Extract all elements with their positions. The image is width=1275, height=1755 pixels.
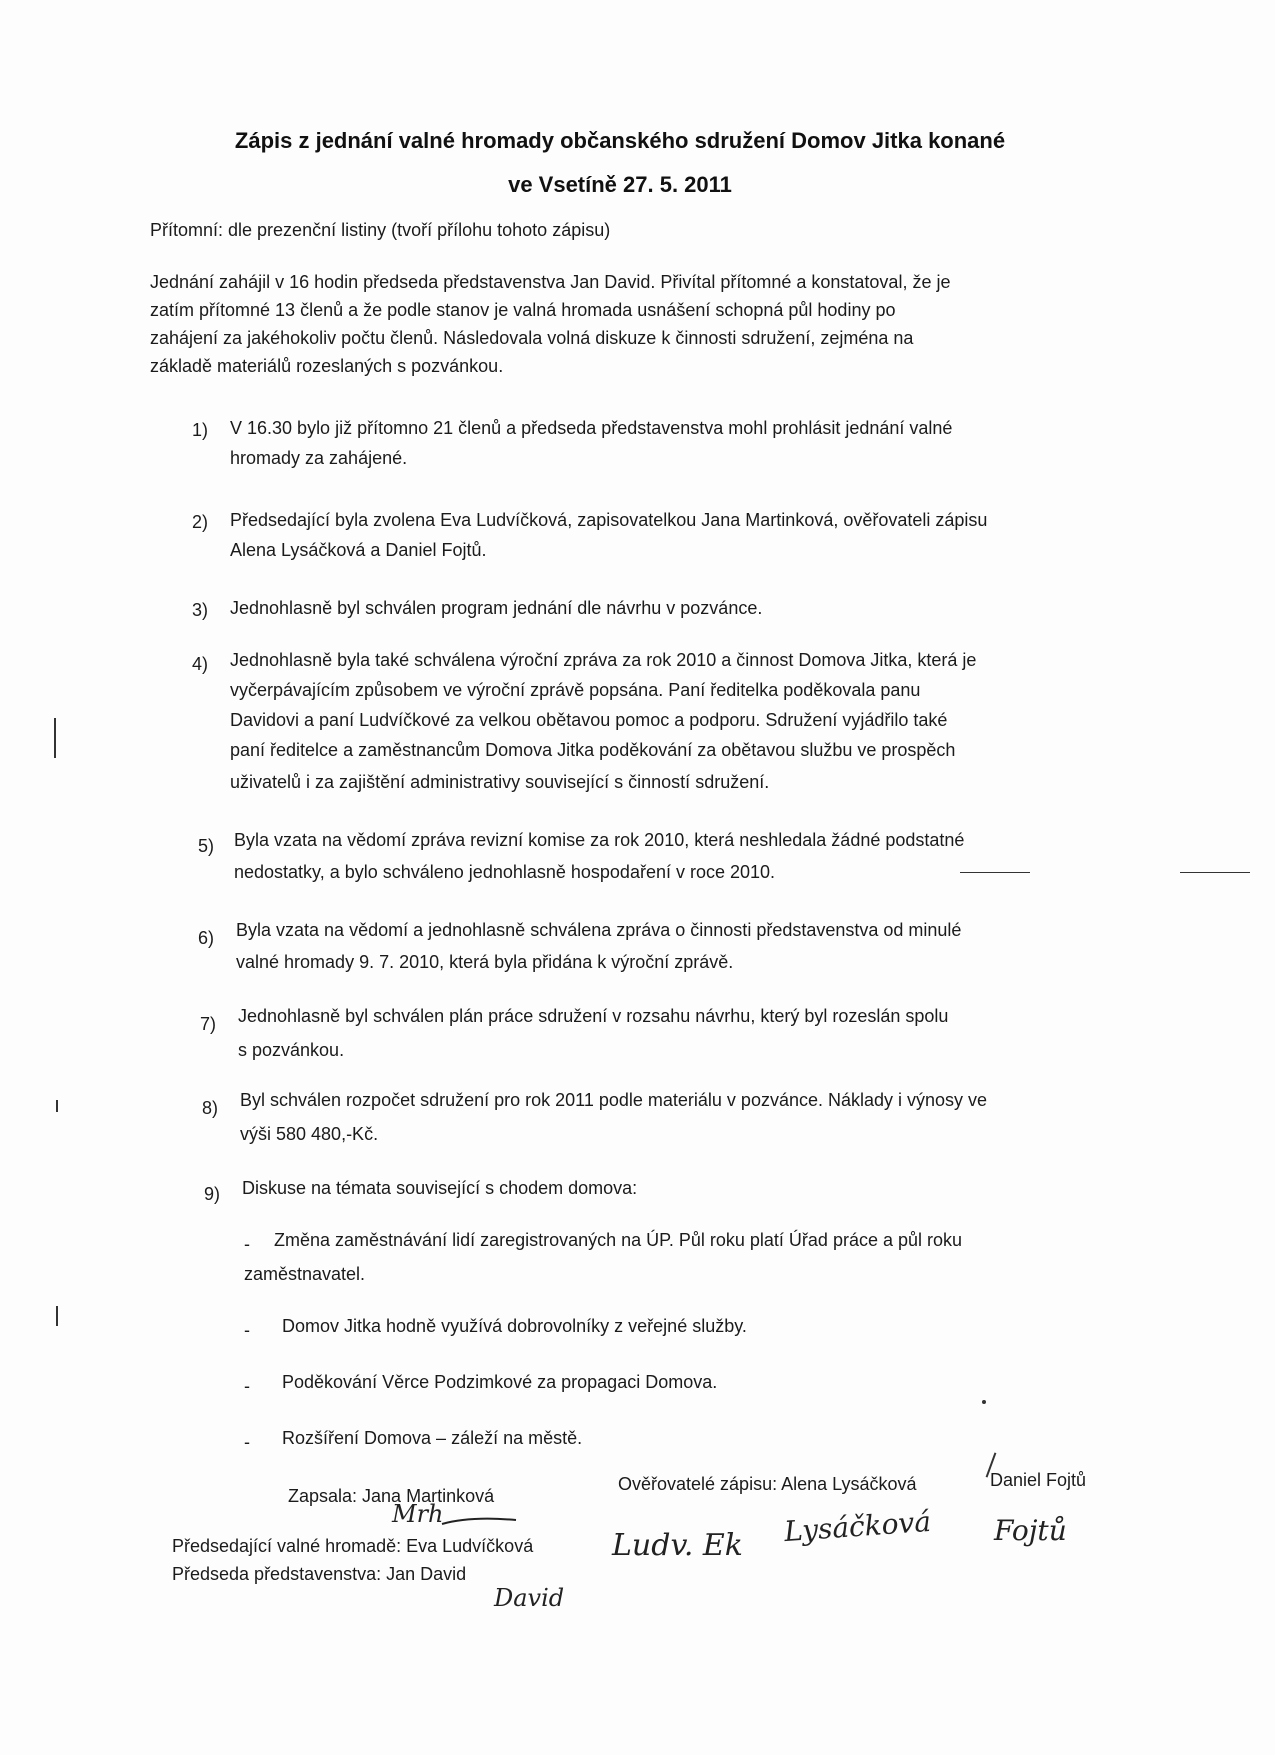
item-number: 2) bbox=[192, 512, 209, 532]
strike-line bbox=[1180, 872, 1250, 873]
item-number: 6) bbox=[198, 928, 215, 948]
bullet-line: zaměstnavatel. bbox=[244, 1264, 366, 1284]
item-number: 3) bbox=[192, 600, 209, 620]
document-title-line2: ve Vsetíně 27. 5. 2011 bbox=[508, 172, 732, 197]
item-line: Byla vzata na vědomí zpráva revizní komise za rok 2010, která neshledala žádné podstatné bbox=[234, 830, 965, 850]
intro-line: zatím přítomné 13 členů a že podle stanov je valná hromada usnášení schopná půl hodiny po bbox=[150, 300, 896, 320]
bullet-dash: - bbox=[244, 1320, 250, 1340]
verifier-2: Daniel Fojtů bbox=[990, 1470, 1087, 1490]
item-line: s pozvánkou. bbox=[238, 1040, 345, 1060]
signature-stroke bbox=[440, 1514, 520, 1528]
item-line: hromady za zahájené. bbox=[230, 448, 408, 468]
bullet-line: Změna zaměstnávání lidí zaregistrovaných na ÚP. Půl roku platí Úřad práce a půl roku bbox=[274, 1230, 963, 1250]
recorded-by: Zapsala: Jana Martinková bbox=[288, 1486, 495, 1506]
item-line: V 16.30 bylo již přítomno 21 členů a předseda představenstva mohl prohlásit jednání valné bbox=[230, 418, 953, 438]
bullet-line: Poděkování Věrce Podzimkové za propagaci Domova. bbox=[282, 1372, 718, 1392]
present-line: Přítomní: dle prezenční listiny (tvoří přílohu tohoto zápisu) bbox=[150, 220, 611, 240]
item-line: Alena Lysáčková a Daniel Fojtů. bbox=[230, 540, 487, 560]
intro-line: zahájení za jakéhokoliv počtu členů. Následovala volná diskuze k činnosti sdružení, zejména na bbox=[150, 328, 914, 348]
document-title-line1: Zápis z jednání valné hromady občanského sdružení Domov Jitka konané bbox=[234, 128, 1006, 153]
signature-martinkova: Mrh bbox=[392, 1500, 444, 1528]
item-line: Davidovi a paní Ludvíčkové za velkou obětavou pomoc a podporu. Sdružení vyjádřilo také bbox=[230, 710, 948, 730]
item-line: Předsedající byla zvolena Eva Ludvíčková, zapisovatelkou Jana Martinková, ověřovateli zápisu bbox=[230, 510, 988, 530]
item-line: paní ředitelce a zaměstnancům Domova Jitka poděkování za obětavou službu ve prospěch bbox=[230, 740, 956, 760]
scan-artifact bbox=[56, 1306, 58, 1326]
item-line: nedostatky, a bylo schváleno jednohlasně hospodaření v roce 2010. bbox=[234, 862, 776, 882]
item-line: Jednohlasně byla také schválena výroční zpráva za rok 2010 a činnost Domova Jitka, která je bbox=[230, 650, 977, 670]
verifiers: Ověřovatelé zápisu: Alena Lysáčková bbox=[618, 1474, 917, 1494]
bullet-line: Domov Jitka hodně využívá dobrovolníky z veřejné služby. bbox=[282, 1316, 747, 1336]
item-line: výši 580 480,-Kč. bbox=[240, 1124, 379, 1144]
item-number: 9) bbox=[204, 1184, 221, 1204]
bullet-dash: - bbox=[244, 1234, 250, 1254]
item-line: Byla vzata na vědomí a jednohlasně schválena zpráva o činnosti představenstva od minulé bbox=[236, 920, 962, 940]
item-line: vyčerpávajícím způsobem ve výroční zprávě popsána. Paní ředitelka poděkovala panu bbox=[230, 680, 921, 700]
signature-lysackova: Lysáčková bbox=[783, 1504, 932, 1549]
item-number: 1) bbox=[192, 420, 209, 440]
scan-artifact bbox=[56, 1100, 58, 1112]
signature-david: David bbox=[494, 1584, 565, 1612]
intro-line: Jednání zahájil v 16 hodin předseda představenstva Jan David. Přivítal přítomné a konstatoval, že je bbox=[150, 272, 951, 292]
bullet-dash: - bbox=[244, 1432, 250, 1452]
item-line: Byl schválen rozpočet sdružení pro rok 2011 podle materiálu v pozvánce. Náklady i výnosy ve bbox=[240, 1090, 988, 1110]
item-line: uživatelů i za zajištění administrativy související s činností sdružení. bbox=[230, 772, 770, 792]
strike-line bbox=[960, 872, 1030, 873]
scan-artifact bbox=[54, 718, 56, 758]
item-number: 5) bbox=[198, 836, 215, 856]
chair-meeting: Předsedající valné hromadě: Eva Ludvíčková bbox=[172, 1536, 534, 1556]
intro-line: základě materiálů rozeslaných s pozvánkou. bbox=[150, 356, 504, 376]
item-line: Jednohlasně byl schválen program jednání dle návrhu v pozvánce. bbox=[230, 598, 763, 618]
chair-board: Předseda představenstva: Jan David bbox=[172, 1564, 467, 1584]
signature-ludvickova: Ludv. Ek bbox=[612, 1528, 743, 1563]
item-number: 7) bbox=[200, 1014, 217, 1034]
item-line: Jednohlasně byl schválen plán práce sdružení v rozsahu návrhu, který byl rozeslán spolu bbox=[238, 1006, 949, 1026]
item-number: 8) bbox=[202, 1098, 219, 1118]
item-line: valné hromady 9. 7. 2010, která byla přidána k výroční zprávě. bbox=[236, 952, 734, 972]
bullet-dash: - bbox=[244, 1376, 250, 1396]
item-number: 4) bbox=[192, 654, 209, 674]
item-line: Diskuse na témata související s chodem domova: bbox=[242, 1178, 638, 1198]
signature-fojtu: Fojtů bbox=[994, 1514, 1067, 1547]
scan-artifact bbox=[982, 1400, 986, 1404]
bullet-line: Rozšíření Domova – záleží na městě. bbox=[282, 1428, 583, 1448]
